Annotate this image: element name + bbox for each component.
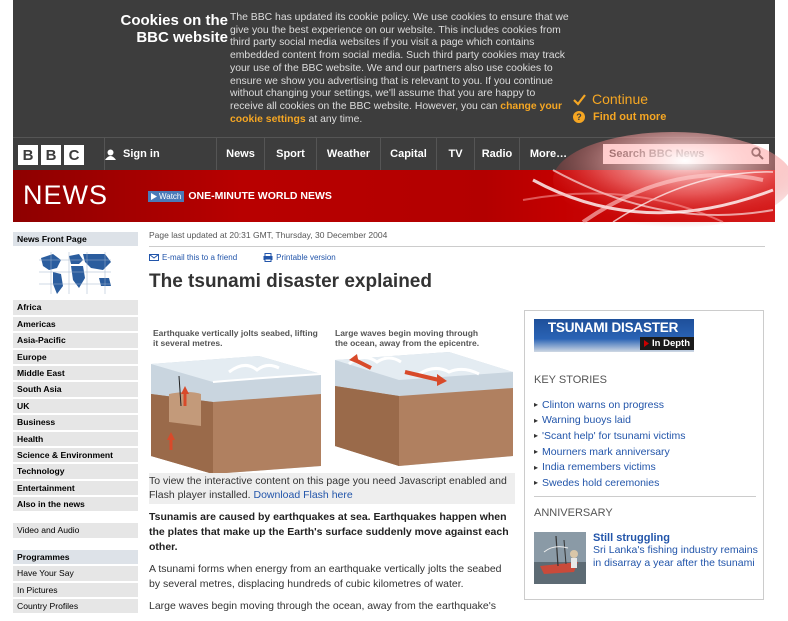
page-title: The tsunami disaster explained xyxy=(149,271,432,293)
cookie-policy-text xyxy=(230,12,570,126)
list-item[interactable] xyxy=(534,397,756,413)
left-caption-line1: Earthquake vertically jolts seabed, lifting xyxy=(153,328,318,338)
article-utilities xyxy=(149,253,765,262)
sidebar-item-technology[interactable]: Technology xyxy=(13,464,138,478)
arrow-icon: ▸ xyxy=(534,447,539,457)
tsunami-in-depth-banner[interactable] xyxy=(534,319,694,352)
article-paragraph: Large waves begin moving through the ocean, away from the earthquake's xyxy=(149,600,496,612)
sidebar-item-country-profiles[interactable]: Country Profiles xyxy=(13,599,138,613)
nav-item-radio[interactable]: Radio xyxy=(474,138,519,170)
sidebar-item-uk[interactable]: UK xyxy=(13,399,138,413)
cookie-text-end: at any time. xyxy=(308,113,363,125)
in-depth-label: In Depth xyxy=(652,338,690,349)
right-caption-line2: the ocean, away from the epicentre. xyxy=(335,338,480,348)
arrow-icon: ▸ xyxy=(534,400,539,410)
email-label: E-mail this to a friend xyxy=(162,253,238,262)
sidebar xyxy=(13,232,138,615)
tsunami-diagram xyxy=(149,316,515,476)
related-panel xyxy=(524,310,764,600)
arrow-icon: ▸ xyxy=(534,431,539,441)
globe-swirl-graphic xyxy=(523,170,775,222)
anniversary-thumbnail[interactable] xyxy=(534,532,586,584)
watch-text: ONE-MINUTE WORLD NEWS xyxy=(188,190,332,202)
right-caption-line1: Large waves begin moving through xyxy=(335,328,479,338)
sidebar-item-africa[interactable]: Africa xyxy=(13,300,138,314)
in-depth-badge xyxy=(640,337,694,350)
checkmark-icon xyxy=(573,94,586,105)
bbc-logo[interactable] xyxy=(18,145,84,165)
story-label: Mourners mark anniversary xyxy=(542,445,670,458)
continue-button[interactable] xyxy=(573,91,648,107)
watch-label: Watch xyxy=(159,191,182,201)
list-item[interactable] xyxy=(534,475,756,491)
email-link[interactable] xyxy=(149,253,237,262)
sidebar-item-in-pictures[interactable]: In Pictures xyxy=(13,583,138,597)
story-label: Warning buoys laid xyxy=(542,414,631,427)
download-flash-link[interactable]: Download Flash here xyxy=(253,489,353,501)
nav-item-weather[interactable]: Weather xyxy=(316,138,380,170)
list-item[interactable] xyxy=(534,413,756,429)
sidebar-item-news-front-page[interactable]: News Front Page xyxy=(13,232,138,246)
key-stories-heading: KEY STORIES xyxy=(534,374,607,386)
sidebar-item-health[interactable]: Health xyxy=(13,432,138,446)
world-map-icon[interactable] xyxy=(13,248,138,298)
nav-item-capital[interactable]: Capital xyxy=(380,138,436,170)
question-icon: ? xyxy=(573,111,585,123)
anniversary-story-description[interactable]: Sri Lanka's fishing industry remains in disarray a year after the tsunami xyxy=(593,544,758,569)
story-label: India remembers victims xyxy=(542,461,656,474)
story-label: Swedes hold ceremonies xyxy=(542,476,660,489)
nav-items xyxy=(216,138,577,170)
sidebar-item-asia-pacific[interactable]: Asia-Pacific xyxy=(13,333,138,347)
nav-item-tv[interactable]: TV xyxy=(436,138,474,170)
nav-item-news[interactable]: News xyxy=(216,138,264,170)
print-link[interactable] xyxy=(263,253,336,262)
article-body xyxy=(149,510,515,621)
nav-item-sport[interactable]: Sport xyxy=(264,138,316,170)
sidebar-item-americas[interactable]: Americas xyxy=(13,317,138,331)
sidebar-item-entertainment[interactable]: Entertainment xyxy=(13,481,138,495)
sidebar-item-south-asia[interactable]: South Asia xyxy=(13,382,138,396)
flash-note-text: To view the interactive content on this page you need Javascript enabled and Flash player installed. xyxy=(149,475,507,501)
list-item[interactable] xyxy=(534,444,756,460)
list-item[interactable] xyxy=(534,459,756,475)
news-logo[interactable]: NEWS xyxy=(23,180,108,210)
sidebar-item-video-audio[interactable]: Video and Audio xyxy=(13,523,138,537)
sidebar-item-europe[interactable]: Europe xyxy=(13,350,138,364)
story-label: Clinton warns on progress xyxy=(542,398,664,411)
anniversary-heading: ANNIVERSARY xyxy=(534,507,613,519)
find-out-more-link[interactable] xyxy=(573,111,666,123)
sidebar-item-have-your-say[interactable]: Have Your Say xyxy=(13,566,138,580)
left-caption-line2: it several metres. xyxy=(153,338,223,348)
arrow-icon: ▸ xyxy=(534,462,539,472)
world-map-graphic xyxy=(13,248,138,298)
continue-label: Continue xyxy=(592,91,649,107)
bbc-logo-block: B xyxy=(41,145,61,165)
play-icon xyxy=(644,340,649,347)
cookie-title-line1: Cookies on the xyxy=(120,12,228,29)
article-paragraph: A tsunami forms when energy from an earthquake vertically jolts the seabed by several metres, displacing hundreds of cubic kilometres of water. xyxy=(149,563,502,590)
list-item[interactable] xyxy=(534,428,756,444)
sidebar-item-programmes[interactable]: Programmes xyxy=(13,550,138,564)
find-out-more-label: Find out more xyxy=(593,111,667,123)
envelope-icon xyxy=(149,254,159,261)
article-main xyxy=(149,228,765,293)
divider xyxy=(149,246,765,247)
bbc-logo-block: C xyxy=(64,145,84,165)
sidebar-item-also-in-the-news[interactable]: Also in the news xyxy=(13,497,138,511)
article-lead: Tsunamis are caused by earthquakes at sea. Earthquakes happen when the plates that make up the Earth's surface suddenly move against each other. xyxy=(149,511,509,553)
cookie-text-body: The BBC has updated its cookie policy. We use cookies to ensure that we give you the best experience on our website. This includes cookies from third party social media websites if you visit a page which contains embedded content from social media. Such third party cookies may track your use of the BBC website. We and our partners also use cookies to ensure we show you advertising that is relevant to you. If you continue without changing your settings, we'll assume that you are happy to receive all cookies on the BBC website. However, you can xyxy=(230,12,569,112)
flash-required-note xyxy=(149,473,515,504)
play-icon xyxy=(151,193,157,200)
divider xyxy=(534,496,756,497)
arrow-icon: ▸ xyxy=(534,478,539,488)
sidebar-item-middle-east[interactable]: Middle East xyxy=(13,366,138,380)
story-label: 'Scant help' for tsunami victims xyxy=(542,429,686,442)
watch-badge xyxy=(148,191,184,202)
sign-in-label: Sign in xyxy=(123,148,160,160)
key-stories-list xyxy=(534,397,756,491)
change-cookie-settings-link[interactable]: change your cookie settings xyxy=(230,100,563,125)
banner-title: TSUNAMI DISASTER xyxy=(547,320,679,335)
cookie-banner xyxy=(13,0,775,137)
printer-icon xyxy=(263,253,273,262)
nav-item-more[interactable]: More… xyxy=(519,138,577,170)
sign-in-button[interactable] xyxy=(104,138,216,170)
cookie-title xyxy=(101,12,228,46)
one-minute-world-news-link[interactable] xyxy=(148,190,332,202)
news-header xyxy=(13,170,775,222)
anniversary-story-title[interactable]: Still struggling xyxy=(593,532,670,544)
arrow-icon: ▸ xyxy=(534,415,539,425)
user-icon xyxy=(105,149,116,160)
bbc-logo-block: B xyxy=(18,145,38,165)
sidebar-item-business[interactable]: Business xyxy=(13,415,138,429)
sidebar-item-science-environment[interactable]: Science & Environment xyxy=(13,448,138,462)
fishing-boat-photo xyxy=(534,532,586,584)
page-updated-timestamp: Page last updated at 20:31 GMT, Thursday, 30 December 2004 xyxy=(149,230,388,240)
print-label: Printable version xyxy=(276,253,336,262)
cookie-title-line2: BBC website xyxy=(136,29,228,46)
